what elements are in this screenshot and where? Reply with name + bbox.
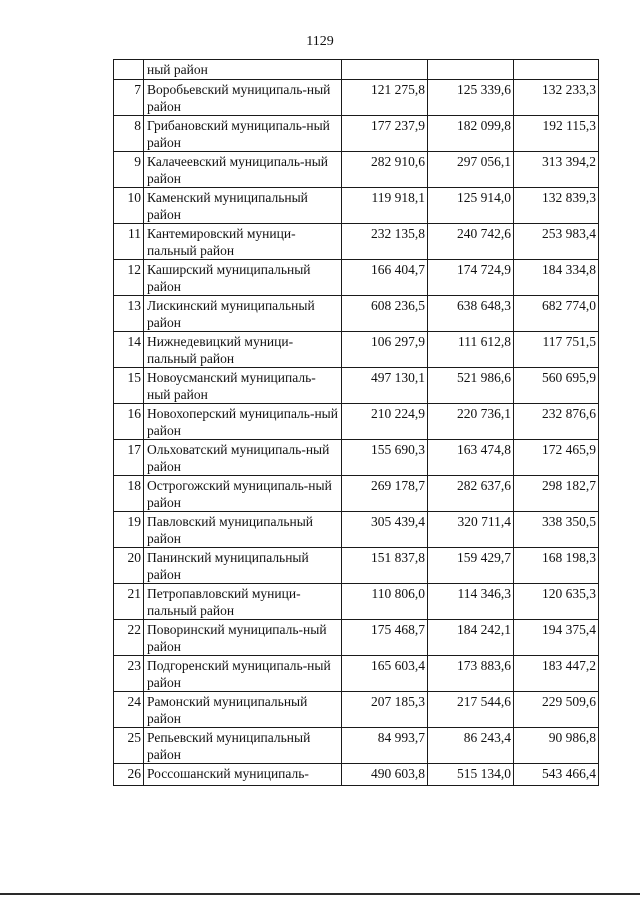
value-cell-3: 117 751,5 xyxy=(514,332,599,368)
table-row-last xyxy=(114,764,599,786)
row-number-cell: 16 xyxy=(114,404,144,440)
row-number-cell xyxy=(114,60,144,80)
table-row xyxy=(114,152,599,188)
value-cell-2: 184 242,1 xyxy=(428,620,514,656)
value-cell-1: 232 135,8 xyxy=(342,224,428,260)
row-number-cell: 19 xyxy=(114,512,144,548)
value-cell-3: 682 774,0 xyxy=(514,296,599,332)
value-cell-2: 240 742,6 xyxy=(428,224,514,260)
value-cell-1: 84 993,7 xyxy=(342,728,428,764)
value-cell-1: 166 404,7 xyxy=(342,260,428,296)
value-cell-1: 110 806,0 xyxy=(342,584,428,620)
table-row xyxy=(114,188,599,224)
row-number-cell: 13 xyxy=(114,296,144,332)
row-number-cell: 18 xyxy=(114,476,144,512)
value-cell-3: 229 509,6 xyxy=(514,692,599,728)
district-name-cell: Новохоперский муниципаль-ный район xyxy=(144,404,342,440)
value-cell-3: 253 983,4 xyxy=(514,224,599,260)
value-cell-2: 217 544,6 xyxy=(428,692,514,728)
value-cell-2: 111 612,8 xyxy=(428,332,514,368)
row-number-cell: 22 xyxy=(114,620,144,656)
value-cell-2: 125 339,6 xyxy=(428,80,514,116)
value-cell-2: 220 736,1 xyxy=(428,404,514,440)
value-cell-2: 297 056,1 xyxy=(428,152,514,188)
value-cell-2: 282 637,6 xyxy=(428,476,514,512)
table-row xyxy=(114,728,599,764)
row-number-cell: 12 xyxy=(114,260,144,296)
table-row xyxy=(114,692,599,728)
district-name-cell: Петропавловский муници-пальный район xyxy=(144,584,342,620)
table-row xyxy=(114,296,599,332)
table-row-continued xyxy=(114,60,599,80)
table-row xyxy=(114,620,599,656)
value-cell-1: 497 130,1 xyxy=(342,368,428,404)
district-name-cell: Кантемировский муници-пальный район xyxy=(144,224,342,260)
value-cell-2: 515 134,0 xyxy=(428,764,514,786)
district-name-cell: Рамонский муниципальный район xyxy=(144,692,342,728)
value-cell-3: 543 466,4 xyxy=(514,764,599,786)
table-row xyxy=(114,476,599,512)
row-number-cell: 9 xyxy=(114,152,144,188)
value-cell-2 xyxy=(428,60,514,80)
row-number-cell: 23 xyxy=(114,656,144,692)
table-row xyxy=(114,440,599,476)
value-cell-2: 320 711,4 xyxy=(428,512,514,548)
value-cell-2: 638 648,3 xyxy=(428,296,514,332)
value-cell-3: 172 465,9 xyxy=(514,440,599,476)
value-cell-2: 521 986,6 xyxy=(428,368,514,404)
value-cell-3: 183 447,2 xyxy=(514,656,599,692)
value-cell-1: 165 603,4 xyxy=(342,656,428,692)
value-cell-3: 338 350,5 xyxy=(514,512,599,548)
value-cell-1: 121 275,8 xyxy=(342,80,428,116)
value-cell-3: 120 635,3 xyxy=(514,584,599,620)
table-row xyxy=(114,332,599,368)
value-cell-2: 174 724,9 xyxy=(428,260,514,296)
district-name-cell: Павловский муниципальный район xyxy=(144,512,342,548)
table-row xyxy=(114,80,599,116)
value-cell-1: 151 837,8 xyxy=(342,548,428,584)
value-cell-1: 207 185,3 xyxy=(342,692,428,728)
district-name-cell: Новоусманский муниципаль-ный район xyxy=(144,368,342,404)
row-number-cell: 15 xyxy=(114,368,144,404)
row-number-cell: 24 xyxy=(114,692,144,728)
table-row xyxy=(114,224,599,260)
value-cell-3: 194 375,4 xyxy=(514,620,599,656)
value-cell-1 xyxy=(342,60,428,80)
table-row xyxy=(114,260,599,296)
value-cell-3: 132 233,3 xyxy=(514,80,599,116)
value-cell-3: 90 986,8 xyxy=(514,728,599,764)
value-cell-1: 119 918,1 xyxy=(342,188,428,224)
table-row xyxy=(114,512,599,548)
row-number-cell: 26 xyxy=(114,764,144,786)
value-cell-3: 132 839,3 xyxy=(514,188,599,224)
value-cell-2: 86 243,4 xyxy=(428,728,514,764)
district-name-cell: Ольховатский муниципаль-ный район xyxy=(144,440,342,476)
table-row xyxy=(114,404,599,440)
value-cell-3: 313 394,2 xyxy=(514,152,599,188)
value-cell-2: 173 883,6 xyxy=(428,656,514,692)
value-cell-3: 560 695,9 xyxy=(514,368,599,404)
table-row xyxy=(114,656,599,692)
value-cell-1: 490 603,8 xyxy=(342,764,428,786)
value-cell-1: 155 690,3 xyxy=(342,440,428,476)
district-name-cell: Поворинский муниципаль-ный район xyxy=(144,620,342,656)
table-row xyxy=(114,584,599,620)
district-name-cell: Калачеевский муниципаль-ный район xyxy=(144,152,342,188)
value-cell-1: 177 237,9 xyxy=(342,116,428,152)
budget-table xyxy=(113,59,599,786)
district-name-cell: Панинский муниципальный район xyxy=(144,548,342,584)
value-cell-2: 114 346,3 xyxy=(428,584,514,620)
row-number-cell: 14 xyxy=(114,332,144,368)
value-cell-2: 125 914,0 xyxy=(428,188,514,224)
district-name-cell: Лискинский муниципальный район xyxy=(144,296,342,332)
district-name-cell: Грибановский муниципаль-ный район xyxy=(144,116,342,152)
row-number-cell: 11 xyxy=(114,224,144,260)
table-row xyxy=(114,368,599,404)
district-name-cell: Репьевский муниципальный район xyxy=(144,728,342,764)
value-cell-1: 305 439,4 xyxy=(342,512,428,548)
value-cell-2: 182 099,8 xyxy=(428,116,514,152)
table-row xyxy=(114,548,599,584)
value-cell-3: 298 182,7 xyxy=(514,476,599,512)
value-cell-3 xyxy=(514,60,599,80)
value-cell-1: 269 178,7 xyxy=(342,476,428,512)
district-name-cell: Подгоренский муниципаль-ный район xyxy=(144,656,342,692)
district-name-cell: Воробьевский муниципаль-ный район xyxy=(144,80,342,116)
row-number-cell: 20 xyxy=(114,548,144,584)
row-number-cell: 25 xyxy=(114,728,144,764)
page-number: 1129 xyxy=(306,34,334,49)
value-cell-3: 168 198,3 xyxy=(514,548,599,584)
value-cell-1: 608 236,5 xyxy=(342,296,428,332)
row-number-cell: 10 xyxy=(114,188,144,224)
row-number-cell: 7 xyxy=(114,80,144,116)
district-name-cell: Нижнедевицкий муници-пальный район xyxy=(144,332,342,368)
value-cell-1: 282 910,6 xyxy=(342,152,428,188)
value-cell-3: 184 334,8 xyxy=(514,260,599,296)
district-name-cell: Россошанский муниципаль- xyxy=(144,764,342,786)
value-cell-3: 232 876,6 xyxy=(514,404,599,440)
district-name-cell: Каширский муниципальный район xyxy=(144,260,342,296)
district-name-cell: Острогожский муниципаль-ный район xyxy=(144,476,342,512)
value-cell-2: 159 429,7 xyxy=(428,548,514,584)
district-name-cell: Каменский муниципальный район xyxy=(144,188,342,224)
value-cell-1: 210 224,9 xyxy=(342,404,428,440)
value-cell-3: 192 115,3 xyxy=(514,116,599,152)
row-number-cell: 21 xyxy=(114,584,144,620)
page-bottom-rule xyxy=(0,893,640,895)
value-cell-1: 106 297,9 xyxy=(342,332,428,368)
district-name-cell: ный район xyxy=(144,60,342,80)
table-row xyxy=(114,116,599,152)
row-number-cell: 8 xyxy=(114,116,144,152)
value-cell-1: 175 468,7 xyxy=(342,620,428,656)
value-cell-2: 163 474,8 xyxy=(428,440,514,476)
row-number-cell: 17 xyxy=(114,440,144,476)
